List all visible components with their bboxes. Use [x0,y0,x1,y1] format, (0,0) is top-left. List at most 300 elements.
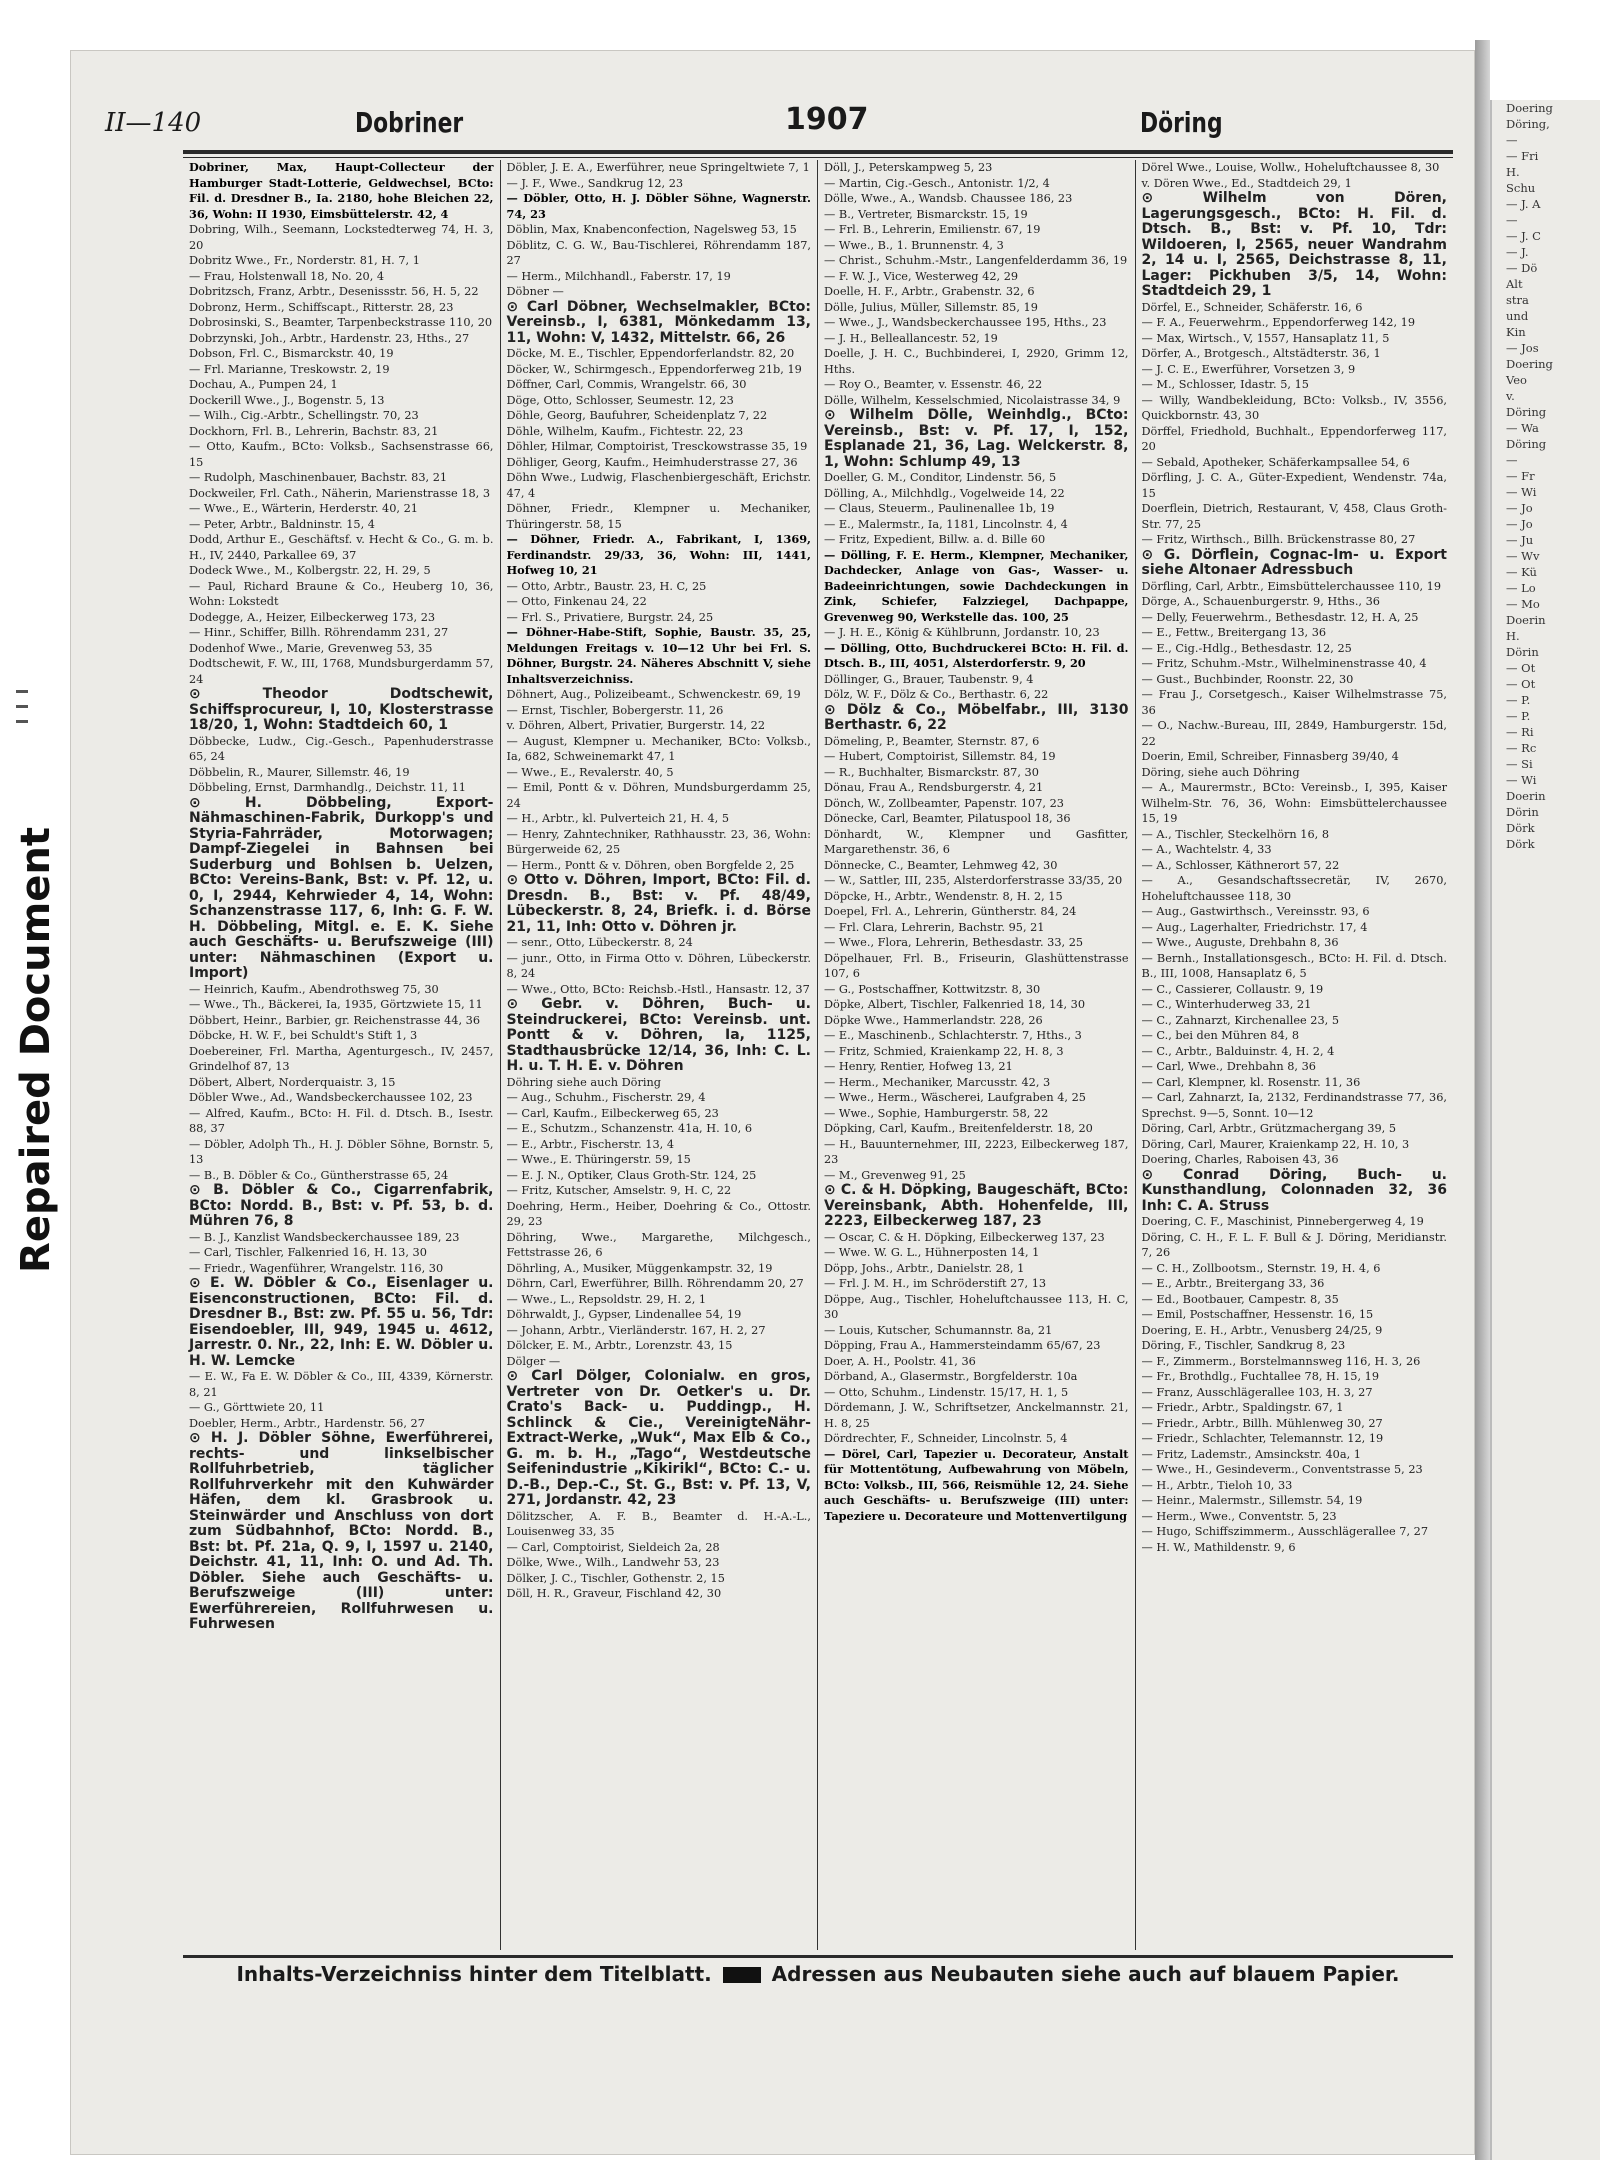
side-label-text: Repaired Document [13,827,59,1273]
directory-entry: — Wwe., Th., Bäckerei, Ia, 1935, Görtzwiete 15, 11 [189,998,483,1011]
directory-entry: — junr., Otto, in Firma Otto v. Döhren, Lübeckerstr. 8, 24 [506,951,811,980]
directory-entry: — A., Tischler, Steckelhörn 16, 8 [1141,827,1330,841]
next-page-line: — P. [1506,693,1531,707]
directory-entry: Döbert, Albert, Norderquaistr. 3, 15 [189,1075,396,1089]
directory-entry: — Carl, Kaufm., Eilbeckerweg 65, 23 [506,1106,719,1120]
directory-entry: Dölle, Julius, Müller, Sillemstr. 85, 19 [824,300,1038,314]
next-page-line: Alt [1506,277,1523,291]
directory-entry: ⊙ B. Döbler & Co., Cigarrenfabrik, BCto: Nordd. B., Bst: v. Pf. 53, b. d. Mühren 76, 8 [189,1182,494,1229]
directory-entry: Döring, Carl, Arbtr., Grützmachergang 39, 5 [1141,1122,1397,1135]
next-page-line: — J. C [1506,229,1541,243]
directory-entry: Doelle, J. H. C., Buchbinderei, I, 2920, Grimm 12, Hths. [824,347,1129,376]
directory-entry: — Döbler, Adolph Th., H. J. Döbler Söhne, Bornstr. 5, 13 [189,1137,494,1166]
directory-entry: — Wilh., Cig.-Arbtr., Schellingstr. 70, 23 [189,409,419,422]
directory-entry: — O., Nachw.-Bureau, III, 2849, Hamburgerstr. 15d, 22 [1141,719,1447,748]
next-page-line: Veo [1506,373,1527,387]
directory-entry: — Fritz, Expedient, Billw. a. d. Bille 60 [824,533,1046,546]
directory-entry: — Dörel, Carl, Tapezier u. Decorateur, Anstalt für Mottentötung, Aufbewahrung von Möbeln, BCto: Volksb., III, 566, Reismühle 12, 24. Siehe auch Geschäfts- u. Berufszweige (III) unter: Tapeziere u. Decorateure und Mottenvertilgung [824,1446,1129,1523]
directory-entry: Doering, C. F., Maschinist, Pinnebergerweg 4, 19 [1141,1215,1424,1228]
directory-entry: Döppe, Aug., Tischler, Hoheluftchaussee 113, H. C, 30 [824,1292,1129,1321]
directory-entry: — M., Schlosser, Idastr. 5, 15 [1141,378,1309,391]
header-right-word: Döring [1140,106,1223,139]
directory-entry: Döpping, Frau A., Hammersteindamm 65/67, 23 [824,1339,1101,1352]
directory-entry: — Frl. B., Lehrerin, Emilienstr. 67, 19 [824,223,1041,236]
column-2 [501,160,819,1950]
directory-entry: — Carl, Zahnarzt, Ia, 2132, Ferdinandstrasse 77, 36, Sprechst. 9—5, Sonnt. 10—12 [1141,1091,1447,1120]
directory-entry: — H., Arbtr., Tieloh 10, 33 [1141,1478,1293,1492]
directory-entry: Dobrzynski, Joh., Arbtr., Hardenstr. 23, Hths., 27 [189,331,470,345]
next-page-line: H. [1506,629,1520,643]
directory-entry: Dodd, Arthur E., Geschäftsf. v. Hecht & Co., G. m. b. H., IV, 2440, Parkallee 69, 37 [189,533,494,562]
next-page-line: und [1506,309,1529,323]
directory-entry: ⊙ Conrad Döring, Buch- u. Kunsthandlung, Colonnaden 32, 36 Inh: C. A. Struss [1141,1166,1447,1214]
directory-entry: Dölcker, E. M., Arbtr., Lorenzstr. 43, 15 [506,1339,733,1352]
directory-entry: Dönau, Frau A., Rendsburgerstr. 4, 21 [824,781,1044,794]
next-page-line: — Si [1506,757,1533,771]
directory-entry: Dölle, Wwe., A., Wandsb. Chaussee 186, 23 [824,192,1073,205]
directory-entry: Dörffel, Friedhold, Buchhalt., Eppendorferweg 117, 20 [1141,424,1447,453]
directory-entry: Döcker, W., Schirmgesch., Eppendorferweg 21b, 19 [506,362,802,376]
directory-entry: Dobronz, Herm., Schiffscapt., Ritterstr. 28, 23 [189,300,454,314]
directory-entry: — E., Malermstr., Ia, 1181, Lincolnstr. 4, 4 [824,517,1068,531]
next-page-line: — Ri [1506,725,1534,739]
directory-entry: Döpke, Albert, Tischler, Falkenried 18, 14, 30 [824,998,1086,1011]
directory-entry: — Frl. J. M. H., im Schröderstift 27, 13 [824,1277,1047,1290]
next-page-line: — Fr [1506,469,1535,483]
header-rule-thin [183,157,1453,158]
directory-entry: Döpke Wwe., Hammerlandstr. 228, 26 [824,1013,1043,1027]
directory-entry: Döbner — [506,285,564,298]
directory-entry: Döffner, Carl, Commis, Wrangelstr. 66, 30 [506,378,747,391]
directory-entry: — J. F., Wwe., Sandkrug 12, 23 [506,176,684,190]
directory-entry: ⊙ Theodor Dodtschewit, Schiffsprocureur, I, 10, Klosterstrasse 18/20, 1, Wohn: Stadtdeich 60, 1 [189,686,494,733]
directory-entry: — Friedr., Arbtr., Billh. Mühlenweg 30, 27 [1141,1416,1383,1430]
directory-entry: — Wwe., E., Revalerstr. 40, 5 [506,765,674,779]
directory-entry: — E., Fettw., Breitergang 13, 36 [1141,626,1327,639]
directory-entry: Döbbeling, Ernst, Darmhandlg., Deichstr. 11, 11 [189,781,466,794]
directory-entry: — Emil, Postschaffner, Hessenstr. 16, 15 [1141,1308,1374,1321]
directory-entry: — Herm., Pontt & v. Döhren, oben Borgfelde 2, 25 [506,858,795,872]
directory-entry: — Oscar, C. & H. Döpking, Eilbeckerweg 137, 23 [824,1230,1105,1244]
next-page-line: — Jo [1506,517,1533,531]
directory-entry: Dördrechter, F., Schneider, Lincolnstr. 5, 4 [824,1432,1068,1445]
directory-entry: Döll, H. R., Graveur, Fischland 42, 30 [506,1587,722,1600]
next-page-line: — Kü [1506,565,1537,579]
directory-entry: Dobrosinski, S., Beamter, Tarpenbeckstrasse 110, 20 [189,316,493,329]
next-page-line: — Wi [1506,773,1537,787]
directory-entry: — E., Maschinenb., Schlachterstr. 7, Hths., 3 [824,1029,1082,1042]
directory-entry: — senr., Otto, Lübeckerstr. 8, 24 [506,936,693,949]
directory-entry: Döge, Otto, Schlosser, Seumestr. 12, 23 [506,393,734,407]
directory-entry: — A., Gesandschaftssecretär, IV, 2670, Hoheluftchaussee 118, 30 [1141,874,1447,903]
next-page-line: H. [1506,165,1520,179]
directory-entry: — E., Schutzm., Schanzenstr. 41a, H. 10, 6 [506,1122,753,1135]
directory-entry: — Fr., Brothdlg., Fuchtallee 78, H. 15, 19 [1141,1370,1380,1383]
directory-entry: Döhring siehe auch Döring [506,1075,661,1089]
directory-entry: — Friedr., Wagenführer, Wrangelstr. 116, 30 [189,1261,444,1275]
next-page-line: — P. [1506,709,1531,723]
next-page-line: — J. A [1506,197,1541,211]
header-year: 1907 [785,102,869,137]
directory-entry: — Gust., Buchbinder, Roonstr. 22, 30 [1141,672,1354,686]
directory-entry: — Franz, Ausschlägerallee 103, H. 3, 27 [1141,1385,1373,1399]
directory-entry: Döll, J., Peterskampweg 5, 23 [824,161,993,174]
directory-entry: — Frau J., Corsetgesch., Kaiser Wilhelmstrasse 75, 36 [1141,688,1447,717]
directory-entry: — Aug., Gastwirthsch., Vereinsstr. 93, 6 [1141,905,1370,918]
directory-entry: Döhrling, A., Musiker, Müggenkampstr. 32, 19 [506,1261,773,1275]
directory-entry: — Carl, Wwe., Drehbahn 8, 36 [1141,1060,1316,1073]
directory-entry: Doebereiner, Frl. Martha, Agenturgesch., IV, 2457, Grindelhof 87, 13 [189,1044,494,1073]
directory-entry: — Wwe., L., Repsoldstr. 29, H. 2, 1 [506,1292,707,1306]
directory-entry: Döhrn, Carl, Ewerführer, Billh. Röhrendamm 20, 27 [506,1277,804,1290]
directory-entry: — Johann, Arbtr., Vierländerstr. 167, H. 2, 27 [506,1323,766,1337]
directory-entry: — Döbler, Otto, H. J. Döbler Söhne, Wagnerstr. 74, 23 [506,191,811,221]
directory-entry: — Hubert, Comptoirist, Sillemstr. 84, 19 [824,750,1056,763]
next-page-line: Kin [1506,325,1526,339]
directory-entry: — B. J., Kanzlist Wandsbeckerchaussee 189, 23 [189,1230,460,1244]
directory-entry: Döhler, Hilmar, Comptoirist, Tresckowstrasse 35, 19 [506,440,808,453]
next-page-line: — Mo [1506,597,1540,611]
directory-entry: ⊙ C. & H. Döpking, Baugeschäft, BCto: Vereinsbank, Abth. Hohenfelde, III, 2223, Eilbeckerweg 187, 23 [824,1182,1129,1229]
directory-entry: Doering, E. H., Arbtr., Venusberg 24/25, 9 [1141,1323,1383,1337]
directory-entry: — Wwe., Herm., Wäscherei, Laufgraben 4, 25 [824,1091,1086,1104]
directory-entry: Dölger — [506,1354,561,1368]
directory-entry: Döbbelin, R., Maurer, Sillemstr. 46, 19 [189,765,410,779]
directory-entry: Dördemann, J. W., Schriftsetzer, Anckelmannstr. 21, H. 8, 25 [824,1401,1129,1430]
directory-entry: — Hugo, Schiffszimmerm., Ausschlägerallee 7, 27 [1141,1525,1429,1538]
directory-entry: Dobritzsch, Franz, Arbtr., Desenissstr. 56, H. 5, 22 [189,285,479,298]
directory-entry: Döbcke, H. W. F., bei Schuldt's Stift 1, 3 [189,1029,418,1042]
directory-entry: v. Dören Wwe., Ed., Stadtdeich 29, 1 [1141,176,1352,190]
next-page-line: — Dö [1506,261,1538,275]
directory-entry: — Wwe., Sophie, Hamburgerstr. 58, 22 [824,1106,1049,1120]
page-gutter [1475,40,1490,2160]
directory-entry: ⊙ Carl Döbner, Wechselmakler, BCto: Vereinsb., I, 6381, Mönkedamm 13, 11, Wohn: V, 1432, Mittelstr. 66, 26 [506,298,811,346]
directory-entry: — Christ., Schuhm.-Mstr., Langenfelderdamm 36, 19 [824,254,1128,267]
footer-right-text: Adressen aus Neubauten siehe auch auf blauem Papier. [771,1962,1400,1986]
directory-entry: — Frl. S., Privatiere, Burgstr. 24, 25 [506,610,714,624]
directory-entry: Doehring, Herm., Heiber, Doehring & Co., Ottostr. 29, 23 [506,1199,811,1228]
directory-entry: — Fritz, Wirthsch., Billh. Brückenstrasse 80, 27 [1141,533,1416,546]
directory-entry: Döring, Carl, Maurer, Kraienkamp 22, H. 10, 3 [1141,1137,1410,1151]
directory-entry: — A., Schlosser, Käthnerort 57, 22 [1141,858,1340,872]
directory-entry: — Sebald, Apotheker, Schäferkampsallee 54, 6 [1141,455,1410,469]
page-footer [183,1962,1453,2002]
next-page-line: Döring [1506,437,1547,451]
directory-entry: — Peter, Arbtr., Baldninstr. 15, 4 [189,517,375,531]
directory-entry: — F., Zimmerm., Borstelmannsweg 116, H. 3, 26 [1141,1354,1421,1368]
directory-entry: — Max, Wirtsch., V, 1557, Hansaplatz 11, 5 [1141,331,1390,345]
directory-entry: ⊙ Carl Dölger, Colonialw. en gros, Vertreter von Dr. Oetker's u. Dr. Crato's Back- u. Puddingp., H. Schlinck & Cie., VereinigteNähr-Extract-Werke, „Wuk“, Max Elb & Co., G. m. b. H., „Tago“, Westdeutsche Seifenindustrie „Kikirikl“, BCto: C.- u. D.-B., Dep.-C., St. G., Bst: v. Pf. 13, V, 271, Jordanstr. 42, 23 [506,1368,811,1508]
next-page-line: Doering [1506,101,1553,115]
directory-entry: Döpelhauer, Frl. B., Friseurin, Glashüttenstrasse 107, 6 [824,951,1129,980]
directory-entry: — Frl. Clara, Lehrerin, Bachstr. 95, 21 [824,920,1045,934]
directory-entry: Dörband, A., Glasermstr., Borgfelderstr. 10a [824,1370,1078,1383]
next-page-line: — Wv [1506,549,1540,563]
directory-entry: — Dölling, Otto, Buchdruckerei BCto: H. Fil. d. Dtsch. B., III, 4051, Alsterdorferstr. 9, 20 [824,640,1129,670]
directory-entry: Doebler, Herm., Arbtr., Hardenstr. 56, 27 [189,1416,425,1430]
crop-mark [16,705,28,708]
directory-entry: — Aug., Lagerhalter, Friedrichstr. 17, 4 [1141,920,1368,934]
next-page-line: Döring, [1506,117,1550,131]
directory-entry: ⊙ Wilhelm von Dören, Lagerungsgesch., BCto: H. Fil. d. Dtsch. B., Bst: v. Pf. 10, Tdr: Wildoeren, I, 2565, neuer Wandrahm 2, 14 u. I, 2565, Deichstrasse 8, 11, Lager: Pickhuben 3/5, 14, Wohn: Stadtdeich 29, 1 [1141,190,1447,299]
directory-entry: Dörfling, J. C. A., Güter-Expedient, Wendenstr. 74a, 15 [1141,471,1447,500]
directory-entry: Döring, F., Tischler, Sandkrug 8, 23 [1141,1339,1346,1352]
directory-entry: Dodenhof Wwe., Marie, Grevenweg 53, 35 [189,641,433,655]
crop-mark [16,690,28,693]
next-page-line: Doering [1506,357,1553,371]
directory-entry: Dölker, J. C., Tischler, Gothenstr. 2, 15 [506,1571,725,1585]
directory-entry: — Delly, Feuerwehrm., Bethesdastr. 12, H. A, 25 [1141,610,1419,624]
directory-entry: — E., Arbtr., Fischerstr. 13, 4 [506,1137,675,1151]
directory-entry: Döring, siehe auch Döhring [1141,765,1300,779]
directory-entry: — F. W. J., Vice, Westerweg 42, 29 [824,269,1019,283]
directory-entry: — Dölling, F. E. Herm., Klempner, Mechaniker, Dachdecker, Anlage von Gas-, Wasser- u. Badeeinrichtungen, sowie Dachdeckungen in Zink, Schiefer, Falzziegel, Dachpappe, Grevenweg 90, Werkstelle das. 100, 25 [824,547,1129,624]
directory-entry: — G., Postschaffner, Kottwitzstr. 8, 30 [824,982,1041,996]
directory-entry: — Aug., Schuhm., Fischerstr. 29, 4 [506,1091,706,1104]
directory-entry: — Rudolph, Maschinenbauer, Bachstr. 83, 21 [189,471,448,484]
directory-entry: — C., Arbtr., Balduinstr. 4, H. 2, 4 [1141,1044,1335,1058]
directory-entry: — Frl. Marianne, Treskowstr. 2, 19 [189,362,390,376]
directory-entry: — Louis, Kutscher, Schumannstr. 8a, 21 [824,1323,1053,1337]
directory-entry: Dömeling, P., Beamter, Sternstr. 87, 6 [824,734,1040,748]
directory-entry: — Bernh., Installationsgesch., BCto: H. Fil. d. Dtsch. B., III, 1008, Hansaplatz 6, 5 [1141,951,1447,980]
directory-entry: — Ernst, Tischler, Bobergerstr. 11, 26 [506,703,724,717]
directory-entry: Doerin, Emil, Schreiber, Finnasberg 39/40, 4 [1141,750,1399,763]
next-page-line: — Rc [1506,741,1537,755]
next-page-line: Dörk [1506,837,1535,851]
directory-entry: — Wwe. W. G. L., Hühnerposten 14, 1 [824,1246,1040,1259]
directory-entry: Döpking, Carl, Kaufm., Breitenfelderstr. 18, 20 [824,1122,1093,1135]
footer-left-text: Inhalts-Verzeichniss hinter dem Titelblatt. [236,1962,712,1986]
directory-entry: — Friedr., Arbtr., Spaldingstr. 67, 1 [1141,1401,1344,1414]
directory-entry: — Otto, Arbtr., Baustr. 23, H. C, 25 [506,579,707,593]
directory-entry: Dobring, Wilh., Seemann, Lockstedterweg 74, H. 3, 20 [189,223,494,252]
next-page-line: — Lo [1506,581,1536,595]
directory-entry: Dockhorn, Frl. B., Lehrerin, Bachstr. 83, 21 [189,424,439,438]
directory-entry: — G., Görttwiete 20, 11 [189,1401,325,1414]
directory-entry: — H., Arbtr., kl. Pulverteich 21, H. 4, 5 [506,812,730,825]
directory-entry: — J. C. E., Ewerführer, Vorsetzen 3, 9 [1141,362,1356,376]
directory-entry: — Friedr., Schlachter, Telemannstr. 12, 19 [1141,1432,1384,1445]
next-page-line: — Ot [1506,677,1536,691]
directory-entry: Döllinger, G., Brauer, Taubenstr. 9, 4 [824,672,1034,686]
next-page-line: — Jos [1506,341,1539,355]
directory-entry: Dörfer, A., Brotgesch., Altstädterstr. 36, 1 [1141,347,1381,360]
directory-entry: ⊙ H. J. Döbler Söhne, Ewerführerei, rechts- und linkselbischer Rollfuhrbetrieb, täglicher Rollfuhrverkehr mit den Kuhwärder Häfen, dem kl. Grasbrook u. Steinwärder und Anschluss von dort zum Südbahnhof, BCto: Nordd. B., Bst: bt. Pf. 21a, Q. 9, I, 1597 u. 2140, Deichstr. 41, 11, Inh: O. und Ad. Th. Döbler. Siehe auch Geschäfts- u. Berufszweige (III) unter: Ewerführereien, Rollfuhrwesen u. Fuhrwesen [189,1430,494,1632]
directory-entry: — August, Klempner u. Mechaniker, BCto: Volksb., Ia, 682, Schweinemarkt 47, 1 [506,734,811,763]
directory-entry: Döhring, Wwe., Margarethe, Milchgesch., Fettstrasse 26, 6 [506,1230,811,1259]
directory-entry: Döhrwaldt, J., Gypser, Lindenallee 54, 19 [506,1308,742,1321]
directory-entry: ⊙ Otto v. Döhren, Import, BCto: Fil. d. Dresdn. B., Bst: v. Pf. 48/49, Lübeckerstr. 8, 24, Briefk. i. d. Börse 21, 11, Inh: Otto v. Döhren jr. [506,872,811,935]
directory-entry: Dölle, Wilhelm, Kesselschmied, Nicolaistrasse 34, 9 [824,393,1121,407]
directory-entry: — E., Cig.-Hdlg., Bethesdastr. 12, 25 [1141,641,1352,655]
directory-entry: ⊙ E. W. Döbler & Co., Eisenlager u. Eisenconstructionen, BCto: Fil. d. Dresdner B., Bst: zw. Pf. 55 u. 56, Tdr: Eisendoebler, III, 949, 1945 u. 4612, Jarrestr. 0. Nr., 22, Inh: E. W. Döbler u. H. W. Lemcke [189,1275,494,1369]
page-header [105,100,1440,150]
directory-entry: — Fritz, Lademstr., Amsinckstr. 40a, 1 [1141,1447,1361,1461]
directory-entry: Dobriner, Max, Haupt-Collecteur der Hamburger Stadt-Lotterie, Geldwechsel, BCto: Fil. d. Dresdner B., Ia. 2180, hohe Bleichen 22, 36, Wohn: II 1930, Eimsbüttelerstr. 42, 4 [189,160,494,221]
directory-entry: Dockweiler, Frl. Cath., Näherin, Marienstrasse 18, 3 [189,486,491,500]
directory-entry: — J. H. E., König & Kühlbrunn, Jordanstr. 10, 23 [824,626,1100,639]
directory-entry: — Roy O., Beamter, v. Essenstr. 46, 22 [824,378,1043,391]
directory-entry: Döpcke, H., Arbtr., Wendenstr. 8, H. 2, 15 [824,889,1063,903]
directory-entry: — C. H., Zollbootsm., Sternstr. 19, H. 4, 6 [1141,1261,1381,1275]
next-page-line: — Wa [1506,421,1539,435]
directory-entry: — Carl, Tischler, Falkenried 16, H. 13, 30 [189,1246,427,1259]
directory-entry: — Fritz, Schuhm.-Mstr., Wilhelminenstrasse 40, 4 [1141,657,1427,670]
next-page-line: — Fri [1506,149,1539,163]
directory-entry: — E. J. N., Optiker, Claus Groth-Str. 124, 25 [506,1168,757,1182]
directory-entry: — Fritz, Kutscher, Amselstr. 9, H. C, 22 [506,1184,732,1197]
directory-entry: — J. H., Belleallancestr. 52, 19 [824,331,998,345]
header-left-word: Dobriner [355,106,464,139]
next-page-line: Dörin [1506,805,1539,819]
directory-entry: — H. W., Mathildenstr. 9, 6 [1141,1540,1296,1554]
directory-entry: — Otto, Schuhm., Lindenstr. 15/17, H. 1, 5 [824,1385,1069,1399]
directory-entry: Dönecke, Carl, Beamter, Pilatuspool 18, 36 [824,812,1071,825]
directory-entry: ⊙ Wilhelm Dölle, Weinhdlg., BCto: Vereinsb., Bst: v. Pf. 17, I, 152, Esplanade 21, 36, Lag. Welckerstr. 8, 1, Wohn: Schlump 49, 13 [824,407,1129,470]
column-1 [183,160,501,1950]
directory-entry: Dölitzscher, A. F. B., Beamter d. H.-A.-L., Louisenweg 33, 35 [506,1509,811,1538]
directory-entry: — Döhner-Habe-Stift, Sophie, Baustr. 35, 25, Meldungen Freitags v. 10—12 Uhr bei Frl. S. Döhner, Burgstr. 24. Näheres Abschnitt V, siehe Inhaltsverzeichniss. [506,625,811,686]
directory-entry: — Herm., Milchhandl., Faberstr. 17, 19 [506,269,731,283]
directory-entry: — Wwe., Flora, Lehrerin, Bethesdastr. 33, 25 [824,936,1084,949]
directory-entry: — Döhner, Friedr. A., Fabrikant, I, 1369, Ferdinandstr. 29/33, 36, Wohn: III, 1441, Hofweg 10, 21 [506,532,811,577]
directory-entry: — B., Vertreter, Bismarckstr. 15, 19 [824,207,1028,221]
footer-rule [183,1955,1453,1958]
directory-entry: Döring, C. H., F. L. F. Bull & J. Döring, Meridianstr. 7, 26 [1141,1230,1447,1259]
directory-entry: — Wwe., E., Wärterin, Herderstr. 40, 21 [189,502,418,515]
directory-entry: — Frau, Holstenwall 18, No. 20, 4 [189,269,385,283]
directory-entry: — Hinr., Schiffer, Billh. Röhrendamm 231, 27 [189,626,449,639]
directory-entry: — E., Arbtr., Breitergang 33, 36 [1141,1277,1325,1290]
directory-entry: — W., Sattler, III, 235, Alsterdorferstrasse 33/35, 20 [824,874,1123,887]
page-number: II—140 [105,108,202,138]
header-rule [183,150,1453,154]
directory-entry: — Claus, Steuerm., Paulinenallee 1b, 19 [824,502,1055,515]
directory-entry: — Henry, Rentier, Hofweg 13, 21 [824,1060,1013,1073]
directory-entry: v. Döhren, Albert, Privatier, Burgerstr. 14, 22 [506,719,766,732]
directory-entry: — Wwe., Otto, BCto: Reichsb.-Hstl., Hansastr. 12, 37 [506,982,810,996]
next-page-line: — Ot [1506,661,1536,675]
directory-entry: Doerflein, Dietrich, Restaurant, V, 458, Claus Groth-Str. 77, 25 [1141,502,1447,531]
directory-entry: Doeller, G. M., Conditor, Lindenstr. 56, 5 [824,471,1057,484]
directory-entry: Döpp, Johs., Arbtr., Danielstr. 28, 1 [824,1261,1025,1275]
directory-entry: Döblin, Max, Knabenconfection, Nagelsweg 53, 15 [506,223,797,236]
directory-entry: Döhnert, Aug., Polizeibeamt., Schwenckestr. 69, 19 [506,688,801,701]
directory-entry: Döhle, Georg, Baufuhrer, Scheidenplatz 7, 22 [506,409,768,422]
directory-entry: — M., Grevenweg 91, 25 [824,1168,966,1182]
directory-entry: ⊙ Dölz & Co., Möbelfabr., III, 3130 Berthastr. 6, 22 [824,701,1129,733]
directory-entry: Döbbecke, Ludw., Cig.-Gesch., Papenhuderstrasse 65, 24 [189,734,494,763]
directory-entry: Döcke, M. E., Tischler, Eppendorferlandstr. 82, 20 [506,347,795,360]
directory-entry: Döbbert, Heinr., Barbier, gr. Reichenstrasse 44, 36 [189,1013,481,1027]
directory-entry: — Carl, Comptoirist, Sieldeich 2a, 28 [506,1540,720,1554]
directory-entry: Döblitz, C. G. W., Bau-Tischlerei, Röhrendamm 187, 27 [506,238,811,267]
directory-entry: — Paul, Richard Braune & Co., Heuberg 10, 36, Wohn: Lokstedt [189,579,494,608]
directory-columns [183,160,1453,1950]
directory-entry: — Otto, Kaufm., BCto: Volksb., Sachsenstrasse 66, 15 [189,440,494,469]
directory-entry: — Heinr., Malermstr., Sillemstr. 54, 19 [1141,1494,1363,1507]
next-page-line: — [1506,133,1518,147]
directory-entry: — Wwe., J., Wandsbeckerchaussee 195, Hths., 23 [824,316,1107,329]
directory-entry: Dönch, W., Zollbeamter, Papenstr. 107, 23 [824,796,1064,810]
directory-entry: — Fritz, Schmied, Kraienkamp 22, H. 8, 3 [824,1044,1064,1058]
directory-entry: Döhle, Wilhelm, Kaufm., Fichtestr. 22, 23 [506,424,744,438]
directory-entry: — Wwe., H., Gesindeverm., Conventstrasse 5, 23 [1141,1463,1423,1476]
next-page-line: v. [1506,389,1515,403]
next-page-line: Doerin [1506,789,1546,803]
next-page-line: — Jo [1506,501,1533,515]
directory-entry: — Herm., Wwe., Conventstr. 5, 23 [1141,1509,1337,1523]
directory-entry: Dochau, A., Pumpen 24, 1 [189,378,338,391]
next-page-line: Doerin [1506,613,1546,627]
directory-entry: Dodegge, A., Heizer, Eilbeckerweg 173, 23 [189,610,436,624]
pointing-hand-icon [723,1967,761,1983]
directory-entry: — B., B. Döbler & Co., Güntherstrasse 65, 24 [189,1168,449,1182]
next-page-edge [1490,100,1600,2160]
directory-entry: Doelle, H. F., Arbtr., Grabenstr. 32, 6 [824,285,1035,298]
directory-entry: — Henry, Zahntechniker, Rathhausstr. 23, 36, Wohn: Bürgerweide 62, 25 [506,827,811,856]
directory-entry: — Alfred, Kaufm., BCto: H. Fil. d. Dtsch. B., Isestr. 88, 37 [189,1106,494,1135]
next-page-line: — [1506,453,1518,467]
directory-entry: Dodeck Wwe., M., Kolbergstr. 22, H. 29, 5 [189,564,431,577]
next-page-line: Dörk [1506,821,1535,835]
directory-entry: — Wwe., E. Thüringerstr. 59, 15 [506,1153,691,1166]
directory-entry: Döhner, Friedr., Klempner u. Mechaniker, Thüringerstr. 58, 15 [506,502,811,531]
next-page-line: Schu [1506,181,1536,195]
directory-entry: — Wwe., Auguste, Drehbahn 8, 36 [1141,936,1339,949]
directory-entry: — F. A., Feuerwehrm., Eppendorferweg 142, 19 [1141,316,1416,329]
next-page-line: — [1506,213,1518,227]
next-page-line: — Ju [1506,533,1534,547]
directory-entry: — Willy, Wandbekleidung, BCto: Volksb., IV, 3556, Quickbornstr. 43, 30 [1141,393,1447,422]
directory-entry: — Carl, Klempner, kl. Rosenstr. 11, 36 [1141,1075,1361,1089]
directory-entry: — Emil, Pontt & v. Döhren, Mundsburgerdamm 25, 24 [506,781,811,810]
directory-entry: Döbler, J. E. A., Ewerführer, neue Springeltwiete 7, 1 [506,161,810,174]
directory-entry: — Otto, Finkenau 24, 22 [506,595,647,608]
column-3 [818,160,1136,1950]
directory-entry: Dockerill Wwe., J., Bogenstr. 5, 13 [189,393,385,407]
directory-entry: Doepel, Frl. A., Lehrerin, Güntherstr. 84, 24 [824,905,1077,918]
directory-entry: — A., Maurermstr., BCto: Vereinsb., I, 395, Kaiser Wilhelm-Str. 76, 36, Wohn: Eimsbüttelerchaussee 15, 19 [1141,781,1447,825]
directory-entry: Dörel Wwe., Louise, Wollw., Hoheluftchaussee 8, 30 [1141,161,1440,174]
next-page-line: stra [1506,293,1529,307]
directory-entry: Dölke, Wwe., Wilh., Landwehr 53, 23 [506,1556,720,1569]
directory-entry: — Ed., Bootbauer, Campestr. 8, 35 [1141,1292,1339,1306]
directory-entry: Dobson, Frl. C., Bismarckstr. 40, 19 [189,347,394,360]
directory-entry: Döbler Wwe., Ad., Wandsbeckerchaussee 102, 23 [189,1091,473,1104]
directory-entry: — C., Winterhuderweg 33, 21 [1141,998,1312,1011]
directory-entry: Dobritz Wwe., Fr., Norderstr. 81, H. 7, 1 [189,254,420,267]
next-page-line: Dörin [1506,645,1539,659]
directory-entry: Dörge, A., Schauenburgerstr. 9, Hths., 36 [1141,595,1380,608]
directory-entry: Dönnecke, C., Beamter, Lehmweg 42, 30 [824,858,1058,872]
column-4 [1136,160,1454,1950]
directory-entry: Doer, A. H., Poolstr. 41, 36 [824,1354,976,1368]
side-label [6,700,66,1400]
next-page-line: — J. [1506,245,1529,259]
crop-mark [16,720,28,723]
directory-entry: — H., Bauunternehmer, III, 2223, Eilbeckerweg 187, 23 [824,1137,1129,1166]
directory-entry: ⊙ H. Döbbeling, Export-Nähmaschinen-Fabrik, Durkopp's und Styria-Fahrräder, Motorwagen; Dampf-Ziegelei in Bahnsen bei Suderburg und Bohlsen b. Uelzen, BCto: Vereins-Bank, Bst: v. Pf. 12, u. 0, I, 2944, Kehrwieder 4, 14, Wohn: Schanzenstrasse 117, 6, Inh: G. F. W. H. Döbbeling, Mitgl. e. E. K. Siehe auch Geschäfts- u. Berufszweige (III) unter: Nähmaschinen (Export u. Import) [189,794,494,981]
directory-entry: — C., bei den Mühren 84, 8 [1141,1029,1300,1042]
directory-entry: Döhliger, Georg, Kaufm., Heimhuderstrasse 27, 36 [506,455,798,469]
directory-entry: — C., Cassierer, Collaustr. 9, 19 [1141,982,1324,996]
directory-entry: Dörfel, E., Schneider, Schäferstr. 16, 6 [1141,300,1363,314]
directory-entry: Dölz, W. F., Dölz & Co., Berthastr. 6, 22 [824,688,1049,701]
directory-entry: Dönhardt, W., Klempner und Gasfitter, Margarethenstr. 36, 6 [824,827,1129,856]
